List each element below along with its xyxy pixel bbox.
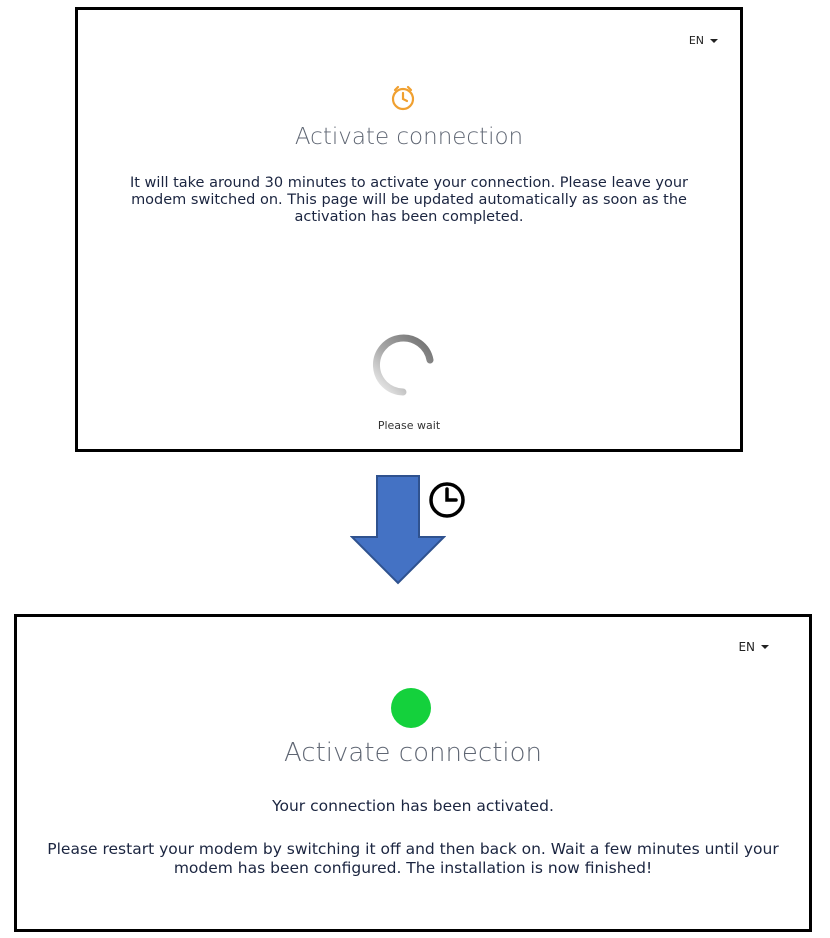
green-status-dot [391, 688, 431, 728]
clock-icon [427, 480, 467, 520]
language-label: EN [738, 640, 755, 654]
page-title: Activate connection [283, 738, 543, 768]
instructions-text: Please restart your modem by switching it off and then back on. Wait a few minutes until your modem has been configured. The installation is now finished! [47, 840, 779, 877]
page-title: Activate connection [294, 124, 524, 150]
activation-pending-panel [75, 7, 743, 452]
clock-icon [388, 83, 418, 113]
activation-message: It will take around 30 minutes to activate your connection. Please leave your modem switched on. This page will be updated automatically as soon as the activation has been completed. [129, 175, 689, 225]
loading-spinner-icon [368, 328, 438, 398]
caret-down-icon [761, 645, 769, 649]
confirmation-text: Your connection has been activated. [272, 797, 554, 815]
status-text: Please wait [377, 419, 441, 432]
language-label: EN [688, 34, 704, 47]
caret-down-icon [710, 39, 718, 43]
activation-complete-panel [14, 614, 812, 932]
language-selector[interactable] [738, 640, 769, 654]
language-selector[interactable] [689, 34, 718, 47]
